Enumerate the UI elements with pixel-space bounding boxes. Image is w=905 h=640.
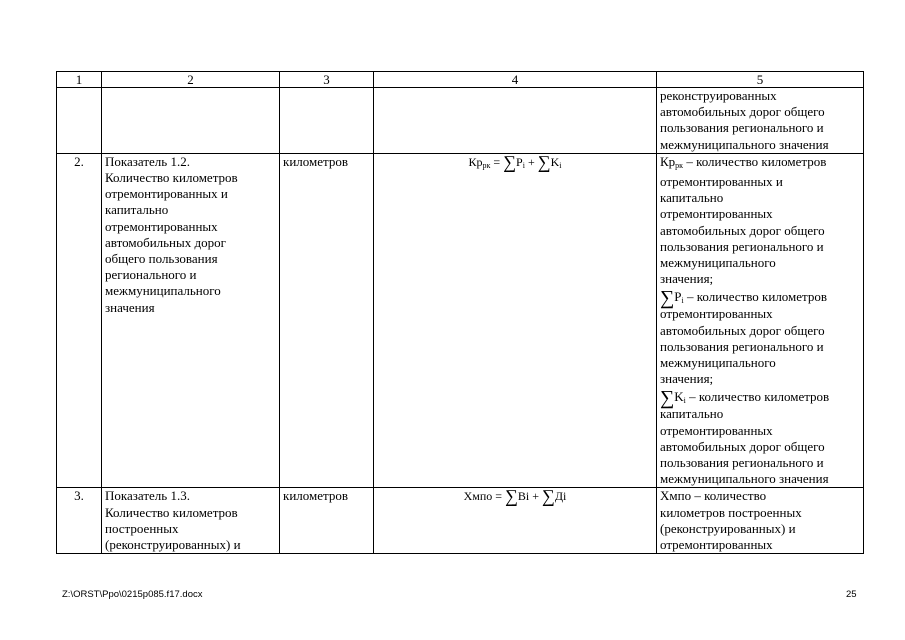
formula-eq: = bbox=[490, 154, 504, 169]
variable-name: P bbox=[674, 289, 682, 305]
formula-lhs: Кр bbox=[468, 154, 483, 169]
sigma-symbol: ∑ bbox=[505, 486, 518, 507]
name-cell bbox=[102, 153, 280, 488]
description-text: – количество километров bbox=[683, 289, 828, 305]
formula-plus: + bbox=[529, 489, 543, 504]
name-line: (реконструированных) и bbox=[105, 537, 241, 553]
unit-cell bbox=[280, 88, 374, 154]
number-cell bbox=[57, 88, 102, 154]
name-line: отремонтированных и bbox=[105, 186, 228, 202]
variable-sub: i bbox=[681, 296, 684, 306]
description-line: автомобильных дорог общего bbox=[660, 222, 825, 238]
description-line: межмуниципального bbox=[660, 355, 776, 371]
footer-page-number: 25 bbox=[846, 589, 857, 600]
formula-cell bbox=[374, 153, 657, 488]
table-row-continuation bbox=[57, 88, 864, 154]
formula-term-sub: i bbox=[559, 160, 562, 170]
description-line: капитально bbox=[660, 190, 724, 206]
name-line: Количество километров bbox=[105, 170, 238, 186]
sigma-symbol: ∑ bbox=[503, 151, 517, 172]
description-line: пользования регионального и bbox=[660, 120, 824, 136]
description-cell bbox=[657, 153, 864, 488]
table-row-indicator-1-3 bbox=[57, 488, 864, 554]
description-line: межмуниципального bbox=[660, 255, 776, 271]
description-line: отремонтированных bbox=[660, 422, 773, 438]
formula-term-sub: i bbox=[522, 160, 525, 170]
description-line: отремонтированных bbox=[660, 537, 773, 553]
variable-name: K bbox=[674, 389, 684, 405]
name-line: Количество километров bbox=[105, 504, 238, 520]
description-line: пользования регионального и bbox=[660, 338, 824, 354]
header-cell: 2 bbox=[102, 72, 280, 88]
description-cell bbox=[657, 488, 864, 554]
header-cell: 3 bbox=[280, 72, 374, 88]
name-line: значения bbox=[105, 299, 155, 315]
header-cell: 5 bbox=[657, 72, 864, 88]
description-line: капитально bbox=[660, 406, 724, 422]
variable-name: Кр bbox=[660, 153, 676, 169]
formula-eq: = bbox=[492, 489, 506, 504]
number-cell: 3. bbox=[57, 488, 102, 554]
formula-term: Дi bbox=[554, 489, 567, 504]
name-line: общего пользования bbox=[105, 251, 218, 267]
sigma-symbol: ∑ bbox=[660, 387, 675, 410]
name-line: Показатель 1.2. bbox=[105, 153, 190, 169]
description-line: отремонтированных и bbox=[660, 174, 783, 190]
name-line: автомобильных дорог bbox=[105, 234, 226, 250]
description-line: километров построенных bbox=[660, 504, 802, 520]
name-line: Показатель 1.3. bbox=[105, 488, 190, 504]
description-line: автомобильных дорог общего bbox=[660, 322, 825, 338]
name-cell bbox=[102, 488, 280, 554]
table-row-indicator-1-2 bbox=[57, 153, 864, 488]
description-line: отремонтированных bbox=[660, 206, 773, 222]
formula-lhs: Хмпо bbox=[463, 489, 493, 504]
formula-plus: + bbox=[524, 154, 538, 169]
unit-cell: километров bbox=[280, 153, 374, 488]
sigma-symbol: ∑ bbox=[537, 151, 551, 172]
description-line bbox=[660, 287, 860, 310]
number-cell: 2. bbox=[57, 153, 102, 488]
description-line bbox=[660, 154, 860, 174]
description-line: пользования регионального и bbox=[660, 455, 824, 471]
indicator-table bbox=[56, 71, 864, 554]
header-cell: 1 bbox=[57, 72, 102, 88]
formula bbox=[468, 151, 562, 172]
description-line: (реконструированных) и bbox=[660, 520, 796, 536]
name-line: межмуниципального bbox=[105, 283, 221, 299]
formula-term: K bbox=[550, 154, 560, 169]
sigma-symbol: ∑ bbox=[660, 287, 675, 310]
description-line: межмуниципального значения bbox=[660, 136, 829, 152]
description-line: значения; bbox=[660, 271, 714, 287]
formula-term: Bi bbox=[517, 489, 530, 504]
description-line: значения; bbox=[660, 371, 714, 387]
footer-file-path: Z:\ORST\Ppo\0215p085.f17.docx bbox=[62, 589, 203, 600]
sigma-symbol: ∑ bbox=[542, 486, 555, 507]
description-line: Хмпо – количество bbox=[660, 488, 767, 504]
description-cell bbox=[657, 88, 864, 154]
name-line: регионального и bbox=[105, 267, 197, 283]
description-line: автомобильных дорог общего bbox=[660, 438, 825, 454]
description-line: пользования регионального и bbox=[660, 238, 824, 254]
variable-sub: рк bbox=[675, 160, 684, 170]
description-text: – количество километров bbox=[685, 389, 830, 405]
name-cell bbox=[102, 88, 280, 154]
description-line: автомобильных дорог общего bbox=[660, 104, 825, 120]
description-line: реконструированных bbox=[660, 88, 777, 103]
name-line: построенных bbox=[105, 520, 179, 536]
formula-lhs-sub: рк bbox=[482, 160, 491, 170]
description-line: межмуниципального значения bbox=[660, 471, 829, 487]
table-header-row bbox=[57, 72, 864, 88]
name-line: капитально bbox=[105, 202, 169, 218]
name-line: отремонтированных bbox=[105, 218, 218, 234]
description-text: – количество километров bbox=[683, 153, 827, 169]
description-line: отремонтированных bbox=[660, 306, 773, 322]
formula bbox=[463, 486, 567, 507]
formula-term: P bbox=[516, 154, 523, 169]
unit-cell: километров bbox=[280, 488, 374, 554]
header-cell: 4 bbox=[374, 72, 657, 88]
variable-sub: i bbox=[683, 396, 686, 406]
description-line bbox=[660, 387, 860, 410]
formula-cell bbox=[374, 88, 657, 154]
formula-cell bbox=[374, 488, 657, 554]
